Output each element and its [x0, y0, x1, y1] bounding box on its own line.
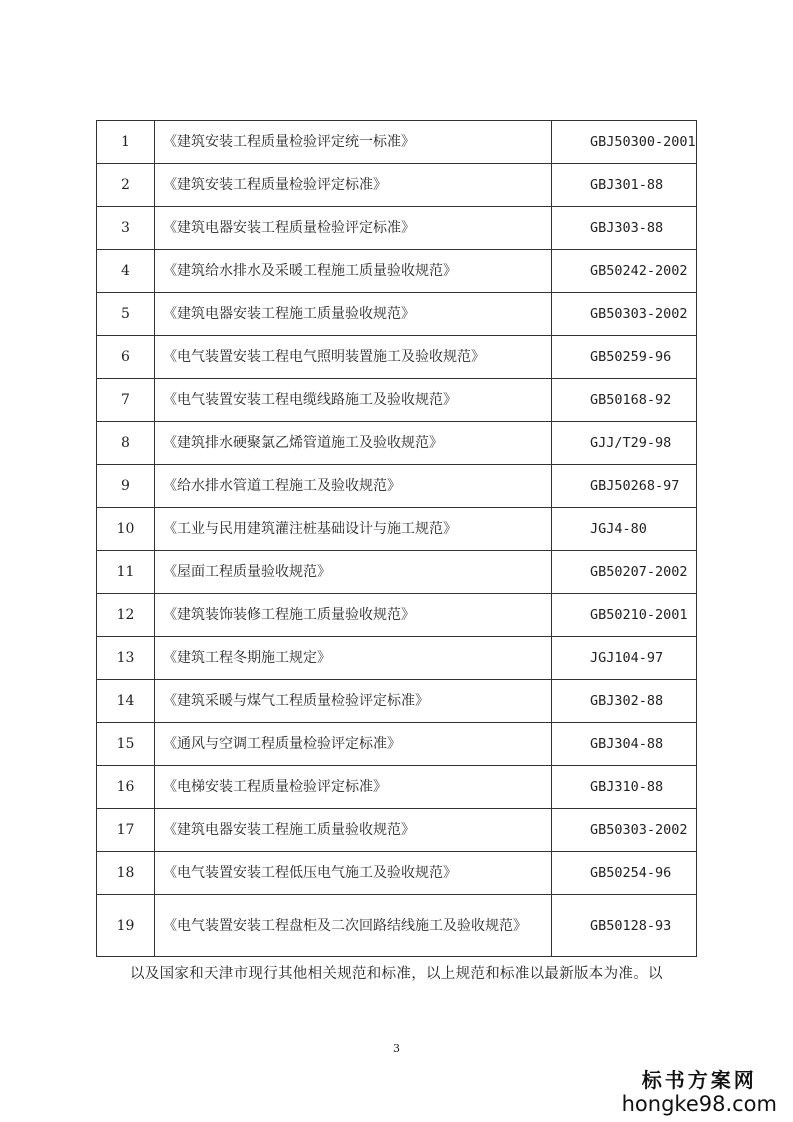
table-row: [97, 207, 697, 250]
table-row: [97, 250, 697, 293]
standard-name: 《电梯安装工程质量检验评定标准》: [155, 766, 552, 809]
standard-code: GB50303-2002: [552, 809, 697, 852]
standard-name: 《建筑电器安装工程施工质量验收规范》: [155, 809, 552, 852]
row-number: 6: [97, 336, 155, 379]
row-number: 4: [97, 250, 155, 293]
table-row: [97, 852, 697, 895]
standard-name: 《电气装置安装工程电气照明装置施工及验收规范》: [155, 336, 552, 379]
standard-name: 《建筑采暖与煤气工程质量检验评定标准》: [155, 680, 552, 723]
standards-table: [96, 120, 697, 957]
standard-code: GB50128-93: [552, 895, 697, 957]
standard-name: 《建筑安装工程质量检验评定统一标准》: [155, 121, 552, 164]
standard-code: GBJ310-88: [552, 766, 697, 809]
standard-code: GBJ50268-97: [552, 465, 697, 508]
row-number: 17: [97, 809, 155, 852]
row-number: 9: [97, 465, 155, 508]
row-number: 18: [97, 852, 155, 895]
row-number: 16: [97, 766, 155, 809]
standard-code: GBJ301-88: [552, 164, 697, 207]
standard-code: GJJ/T29-98: [552, 422, 697, 465]
table-row: [97, 121, 697, 164]
footer-text: 以及国家和天津市现行其他相关规范和标准，以上规范和标准以最新版本为准。以: [130, 966, 663, 982]
table-row: [97, 895, 697, 957]
row-number: 12: [97, 594, 155, 637]
row-number: 13: [97, 637, 155, 680]
table-row: [97, 336, 697, 379]
standard-name: 《建筑装饰装修工程施工质量验收规范》: [155, 594, 552, 637]
standard-name: 《建筑排水硬聚氯乙烯管道施工及验收规范》: [155, 422, 552, 465]
table-row: [97, 809, 697, 852]
standard-code: GB50207-2002: [552, 551, 697, 594]
standard-code: GB50210-2001: [552, 594, 697, 637]
standard-name: 《电气装置安装工程低压电气施工及验收规范》: [155, 852, 552, 895]
table-row: [97, 723, 697, 766]
row-number: 8: [97, 422, 155, 465]
row-number: 3: [97, 207, 155, 250]
standard-code: GBJ303-88: [552, 207, 697, 250]
standard-code: GBJ304-88: [552, 723, 697, 766]
standard-name: 《建筑电器安装工程施工质量验收规范》: [155, 293, 552, 336]
standard-code: GB50168-92: [552, 379, 697, 422]
row-number: 14: [97, 680, 155, 723]
row-number: 2: [97, 164, 155, 207]
standard-code: JGJ4-80: [552, 508, 697, 551]
standard-name: 《建筑安装工程质量检验评定标准》: [155, 164, 552, 207]
watermark-url: hongke98.com: [621, 1092, 777, 1116]
table-row: [97, 551, 697, 594]
row-number: 1: [97, 121, 155, 164]
row-number: 10: [97, 508, 155, 551]
table-row: [97, 508, 697, 551]
standard-name: 《建筑电器安装工程质量检验评定标准》: [155, 207, 552, 250]
table-row: [97, 293, 697, 336]
watermark-name: 标书方案网: [641, 1068, 757, 1092]
standard-name: 《工业与民用建筑灌注桩基础设计与施工规范》: [155, 508, 552, 551]
table-row: [97, 465, 697, 508]
standard-code: GBJ302-88: [552, 680, 697, 723]
standard-name: 《电气装置安装工程盘柜及二次回路结线施工及验收规范》: [155, 895, 552, 957]
row-number: 19: [97, 895, 155, 957]
table-row: [97, 766, 697, 809]
table-row: [97, 422, 697, 465]
standard-name: 《屋面工程质量验收规范》: [155, 551, 552, 594]
table-row: [97, 680, 697, 723]
table-row: [97, 594, 697, 637]
standard-name: 《建筑给水排水及采暖工程施工质量验收规范》: [155, 250, 552, 293]
table-row: [97, 379, 697, 422]
table-row: [97, 164, 697, 207]
standard-name: 《建筑工程冬期施工规定》: [155, 637, 552, 680]
page-number: 3: [393, 1042, 400, 1055]
row-number: 5: [97, 293, 155, 336]
standard-code: GB50303-2002: [552, 293, 697, 336]
standard-code: GB50242-2002: [552, 250, 697, 293]
table-row: [97, 637, 697, 680]
standard-name: 《给水排水管道工程施工及验收规范》: [155, 465, 552, 508]
standard-code: GB50254-96: [552, 852, 697, 895]
standard-code: GB50259-96: [552, 336, 697, 379]
standard-name: 《通风与空调工程质量检验评定标准》: [155, 723, 552, 766]
watermark-logo: [622, 1068, 777, 1116]
row-number: 15: [97, 723, 155, 766]
row-number: 11: [97, 551, 155, 594]
row-number: 7: [97, 379, 155, 422]
standard-code: JGJ104-97: [552, 637, 697, 680]
standard-code: GBJ50300-2001: [552, 121, 697, 164]
standard-name: 《电气装置安装工程电缆线路施工及验收规范》: [155, 379, 552, 422]
